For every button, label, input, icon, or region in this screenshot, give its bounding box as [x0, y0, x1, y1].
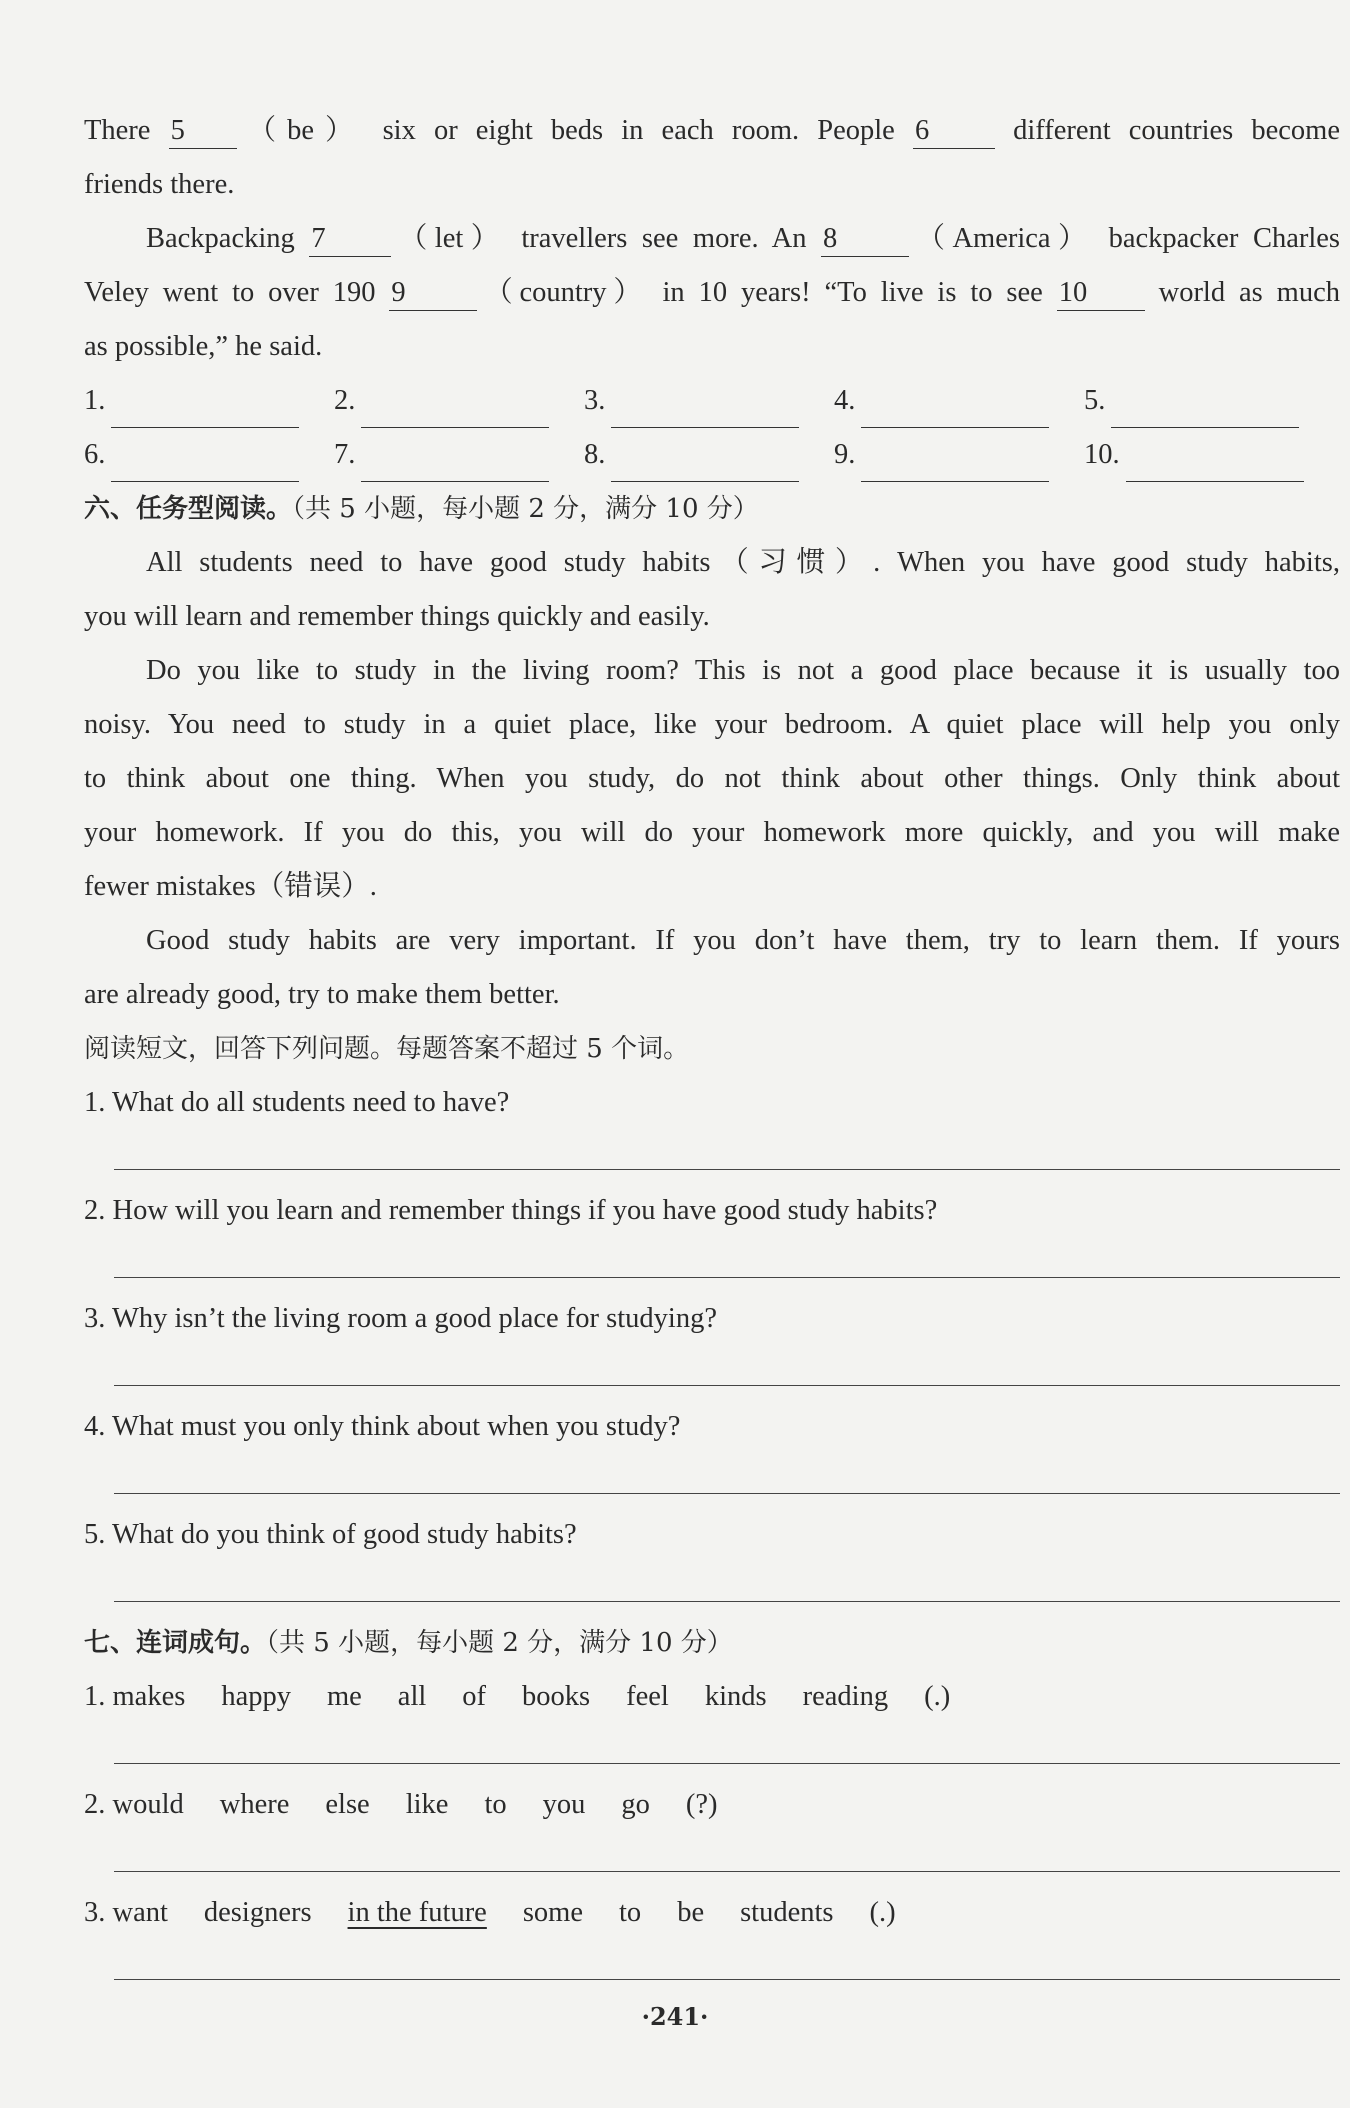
- section-6-heading: [84, 482, 1340, 536]
- answer-cell[interactable]: [334, 374, 584, 428]
- cloze-blank-10[interactable]: 10: [1057, 276, 1145, 311]
- answer-number: 10.: [1084, 439, 1120, 470]
- answer-cell[interactable]: [584, 428, 834, 482]
- word-order-question-3: [84, 1886, 1340, 1940]
- word: 1. makes: [84, 1681, 186, 1712]
- page-number: ·241·: [641, 2002, 709, 2031]
- answer-blank[interactable]: [361, 387, 549, 428]
- question-2: 2. How will you learn and remember things if you have good study habits?: [84, 1195, 938, 1226]
- sentence-answer-line-1[interactable]: [84, 1724, 1340, 1778]
- word: designers: [203, 1897, 312, 1928]
- word: books: [522, 1681, 591, 1712]
- answer-line-5[interactable]: [84, 1562, 1340, 1616]
- reading-line: to think about one thing. When you study, do not think about other things. Only think about: [84, 763, 1340, 794]
- cloze-text: There: [84, 115, 169, 146]
- section-6-scoring: （共 5 小题，每小题 2 分，满分 10 分）: [292, 494, 759, 524]
- answer-blank[interactable]: [111, 387, 299, 428]
- cloze-blank-9[interactable]: 9: [389, 276, 477, 311]
- sentence-answer-line-3[interactable]: [84, 1940, 1340, 1994]
- answer-cell[interactable]: [84, 374, 334, 428]
- answer-line-2[interactable]: [84, 1238, 1340, 1292]
- word-order-question-2: [84, 1778, 1340, 1832]
- cloze-text: （let） travellers see more. An: [391, 223, 822, 254]
- word: 2. would: [84, 1789, 184, 1820]
- answer-cell[interactable]: [834, 428, 1084, 482]
- question-1: 1. What do all students need to have?: [84, 1087, 510, 1118]
- word: to: [484, 1789, 507, 1820]
- cloze-blank-6[interactable]: 6: [913, 114, 995, 149]
- reading-line: All students need to have good study habits（习惯）. When you have good study habits,: [146, 547, 1340, 578]
- sentence-answer-line-2[interactable]: [84, 1832, 1340, 1886]
- cloze-blank-7[interactable]: 7: [309, 222, 391, 257]
- answer-number: 4.: [834, 385, 856, 416]
- cloze-text: （America） backpacker Charles: [909, 223, 1340, 254]
- answer-row-2: [84, 428, 1340, 482]
- question-4: 4. What must you only think about when you study?: [84, 1411, 681, 1442]
- cloze-text: Backpacking: [146, 223, 310, 254]
- cloze-blank-8[interactable]: 8: [821, 222, 909, 257]
- cloze-line-1: [84, 104, 1340, 158]
- section-7-scoring: （共 5 小题，每小题 2 分，满分 10 分）: [266, 1628, 733, 1658]
- answer-blank[interactable]: [361, 441, 549, 482]
- word: you: [542, 1789, 586, 1820]
- reading-line: you will learn and remember things quickly and easily.: [84, 601, 710, 632]
- word: students: [740, 1897, 834, 1928]
- answer-cell[interactable]: [584, 374, 834, 428]
- cloze-line-4: [84, 266, 1340, 320]
- word: me: [326, 1681, 362, 1712]
- word: where: [219, 1789, 290, 1820]
- question-3: 3. Why isn’t the living room a good place for studying?: [84, 1303, 717, 1334]
- answer-line-4[interactable]: [84, 1454, 1340, 1508]
- word: (.): [869, 1897, 896, 1928]
- answer-number: 7.: [334, 439, 356, 470]
- word: reading: [802, 1681, 889, 1712]
- reading-line: Do you like to study in the living room? This is not a good place because it is usually too: [146, 655, 1340, 686]
- word: 3. want: [84, 1897, 168, 1928]
- section-6-title: 六、任务型阅读。: [84, 494, 293, 524]
- word: happy: [221, 1681, 291, 1712]
- word: of: [462, 1681, 487, 1712]
- word: to: [619, 1897, 642, 1928]
- answer-cell[interactable]: [84, 428, 334, 482]
- word-order-question-1: [84, 1670, 1340, 1724]
- word: be: [677, 1897, 705, 1928]
- answer-cell[interactable]: [834, 374, 1084, 428]
- answer-line-1[interactable]: [84, 1130, 1340, 1184]
- cloze-blank-5[interactable]: 5: [169, 114, 237, 149]
- answer-number: 1.: [84, 385, 106, 416]
- answer-blank[interactable]: [111, 441, 299, 482]
- reading-line: your homework. If you do this, you will do your homework more quickly, and you will make: [84, 817, 1340, 848]
- answer-cell[interactable]: [1084, 374, 1334, 428]
- cloze-text: （country） in 10 years! “To live is to see: [477, 277, 1057, 308]
- section-7-heading: [84, 1616, 1340, 1670]
- cloze-text: Veley went to over 190: [84, 277, 390, 308]
- reading-instruction: 阅读短文，回答下列问题。每题答案不超过 5 个词。: [84, 1034, 690, 1064]
- word: go: [621, 1789, 650, 1820]
- answer-blank[interactable]: [611, 387, 799, 428]
- cloze-text: different countries become: [994, 115, 1340, 146]
- word: else: [325, 1789, 370, 1820]
- word-phrase: in the future: [347, 1897, 487, 1928]
- answer-blank[interactable]: [1126, 441, 1304, 482]
- word: (.): [924, 1681, 951, 1712]
- word: feel: [626, 1681, 669, 1712]
- answer-line-3[interactable]: [84, 1346, 1340, 1400]
- cloze-line-2: friends there.: [84, 169, 235, 200]
- answer-row-1: [84, 374, 1340, 428]
- reading-line: are already good, try to make them better.: [84, 979, 560, 1010]
- cloze-line-3: [84, 212, 1340, 266]
- cloze-line-5: as possible,” he said.: [84, 331, 323, 362]
- answer-number: 8.: [584, 439, 606, 470]
- content: [84, 104, 1340, 1994]
- answer-cell[interactable]: [334, 428, 584, 482]
- answer-number: 5.: [1084, 385, 1106, 416]
- answer-cell[interactable]: [1084, 428, 1334, 482]
- answer-blank[interactable]: [861, 441, 1049, 482]
- answer-number: 2.: [334, 385, 356, 416]
- answer-blank[interactable]: [611, 441, 799, 482]
- question-5: 5. What do you think of good study habits?: [84, 1519, 577, 1550]
- reading-line: Good study habits are very important. If you don’t have them, try to learn them. If yours: [146, 925, 1340, 956]
- cloze-text: （be） six or eight beds in each room. People: [236, 115, 913, 146]
- reading-line: noisy. You need to study in a quiet place, like your bedroom. A quiet place will help you only: [84, 709, 1340, 740]
- answer-number: 3.: [584, 385, 606, 416]
- word: all: [397, 1681, 427, 1712]
- word: like: [405, 1789, 449, 1820]
- reading-line: fewer mistakes（错误）.: [84, 871, 377, 902]
- answer-number: 9.: [834, 439, 856, 470]
- answer-blank[interactable]: [1111, 387, 1299, 428]
- section-7-title: 七、连词成句。: [84, 1628, 267, 1658]
- word: kinds: [704, 1681, 767, 1712]
- answer-blank[interactable]: [861, 387, 1049, 428]
- answer-number: 6.: [84, 439, 106, 470]
- cloze-text: world as much: [1144, 277, 1340, 308]
- word: (?): [685, 1789, 718, 1820]
- word: some: [522, 1897, 584, 1928]
